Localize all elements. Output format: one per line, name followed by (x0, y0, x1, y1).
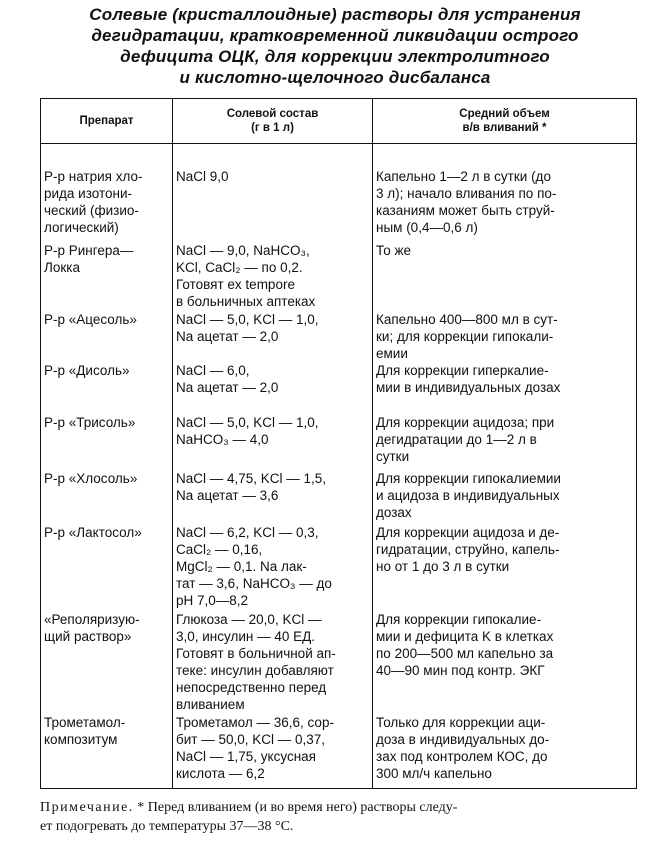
table-row (41, 611, 637, 714)
table-row (41, 470, 637, 524)
drug-name: Р-р «Хлосоль» (41, 470, 173, 524)
composition: NaCl — 5,0, KCl — 1,0, Na ацетат — 2,0 (173, 311, 373, 362)
header-spacer-row (41, 144, 637, 169)
table-row (41, 524, 637, 611)
composition: NaCl — 5,0, KCl — 1,0, NaHCO₃ — 4,0 (173, 414, 373, 470)
title-line: дефицита ОЦК, для коррекции электролитного (120, 47, 550, 66)
table-header-row (41, 99, 637, 144)
drug-name: Р-р «Трисоль» (41, 414, 173, 470)
volume: Капельно 1—2 л в сутки (до 3 л); начало вливания по по- казаниям может быть струй- ным (0,4—0,6 л) (373, 168, 637, 242)
volume: Для коррекции гипокалиемии и ацидоза в индивидуальных дозах (373, 470, 637, 524)
composition: NaCl — 4,75, KCl — 1,5, Na ацетат — 3,6 (173, 470, 373, 524)
volume: Только для коррекции аци- доза в индивидуальных до- зах под контролем КОС, до 300 мл/ч капельно (373, 714, 637, 789)
header-volume: Средний объем в/в вливаний * (373, 99, 637, 144)
drug-name: Трометамол- композитум (41, 714, 173, 789)
composition: NaCl 9,0 (173, 168, 373, 242)
composition: Глюкоза — 20,0, KCl — 3,0, инсулин — 40 ЕД. Готовят в больничной ап- теке: инсулин добавляют непосредственно перед вливанием (173, 611, 373, 714)
table-row (41, 414, 637, 470)
page-title (40, 4, 630, 88)
drug-name: Р-р натрия хло- рида изотони- ческий (физио- логический) (41, 168, 173, 242)
table-row (41, 168, 637, 242)
table-row (41, 311, 637, 362)
table-row (41, 362, 637, 414)
volume: Для коррекции гипокалие- мии и дефицита K в клетках по 200—500 мл капельно за 40—90 мин под контр. ЭКГ (373, 611, 637, 714)
composition: NaCl — 6,0, Na ацетат — 2,0 (173, 362, 373, 414)
title-line: дегидратации, кратковременной ликвидации острого (91, 26, 579, 45)
volume: Для коррекции гиперкалие- мии в индивидуальных дозах (373, 362, 637, 414)
drug-name: Р-р «Дисоль» (41, 362, 173, 414)
volume: Для коррекции ацидоза; при дегидратации до 1—2 л в сутки (373, 414, 637, 470)
table-row (41, 714, 637, 789)
solutions-table (40, 98, 637, 789)
title-line: Солевые (кристаллоидные) растворы для устранения (89, 5, 581, 24)
composition: NaCl — 9,0, NaHCO₃, KCl, CaCl₂ — по 0,2. Готовят ex tempore в больничных аптеках (173, 242, 373, 311)
header-drug: Препарат (41, 99, 173, 144)
volume: Капельно 400—800 мл в сут- ки; для коррекции гипокали- емии (373, 311, 637, 362)
volume: Для коррекции ацидоза и де- гидратации, струйно, капель- но от 1 до 3 л в сутки (373, 524, 637, 611)
drug-name: Р-р «Ацесоль» (41, 311, 173, 362)
footnote-label: Примечание. (40, 800, 134, 815)
drug-name: Р-р Рингера— Локка (41, 242, 173, 311)
header-composition: Солевой состав (г в 1 л) (173, 99, 373, 144)
footnote-text: * Перед вливанием (и во время него) растворы следу- ет подогревать до температуры 37—38 °С. (40, 800, 458, 834)
composition: Трометамол — 36,6, сор- бит — 50,0, KCl — 0,37, NaCl — 1,75, уксусная кислота — 6,2 (173, 714, 373, 789)
footnote (40, 798, 636, 836)
drug-name: Р-р «Лактосол» (41, 524, 173, 611)
title-line: и кислотно-щелочного дисбаланса (179, 68, 491, 87)
composition: NaCl — 6,2, KCl — 0,3, CaCl₂ — 0,16, MgCl₂ — 0,1. Na лак- тат — 3,6, NaHCO₃ — до pH 7,0—8,2 (173, 524, 373, 611)
table-row (41, 242, 637, 311)
drug-name: «Реполяризую- щий раствор» (41, 611, 173, 714)
volume: То же (373, 242, 637, 311)
